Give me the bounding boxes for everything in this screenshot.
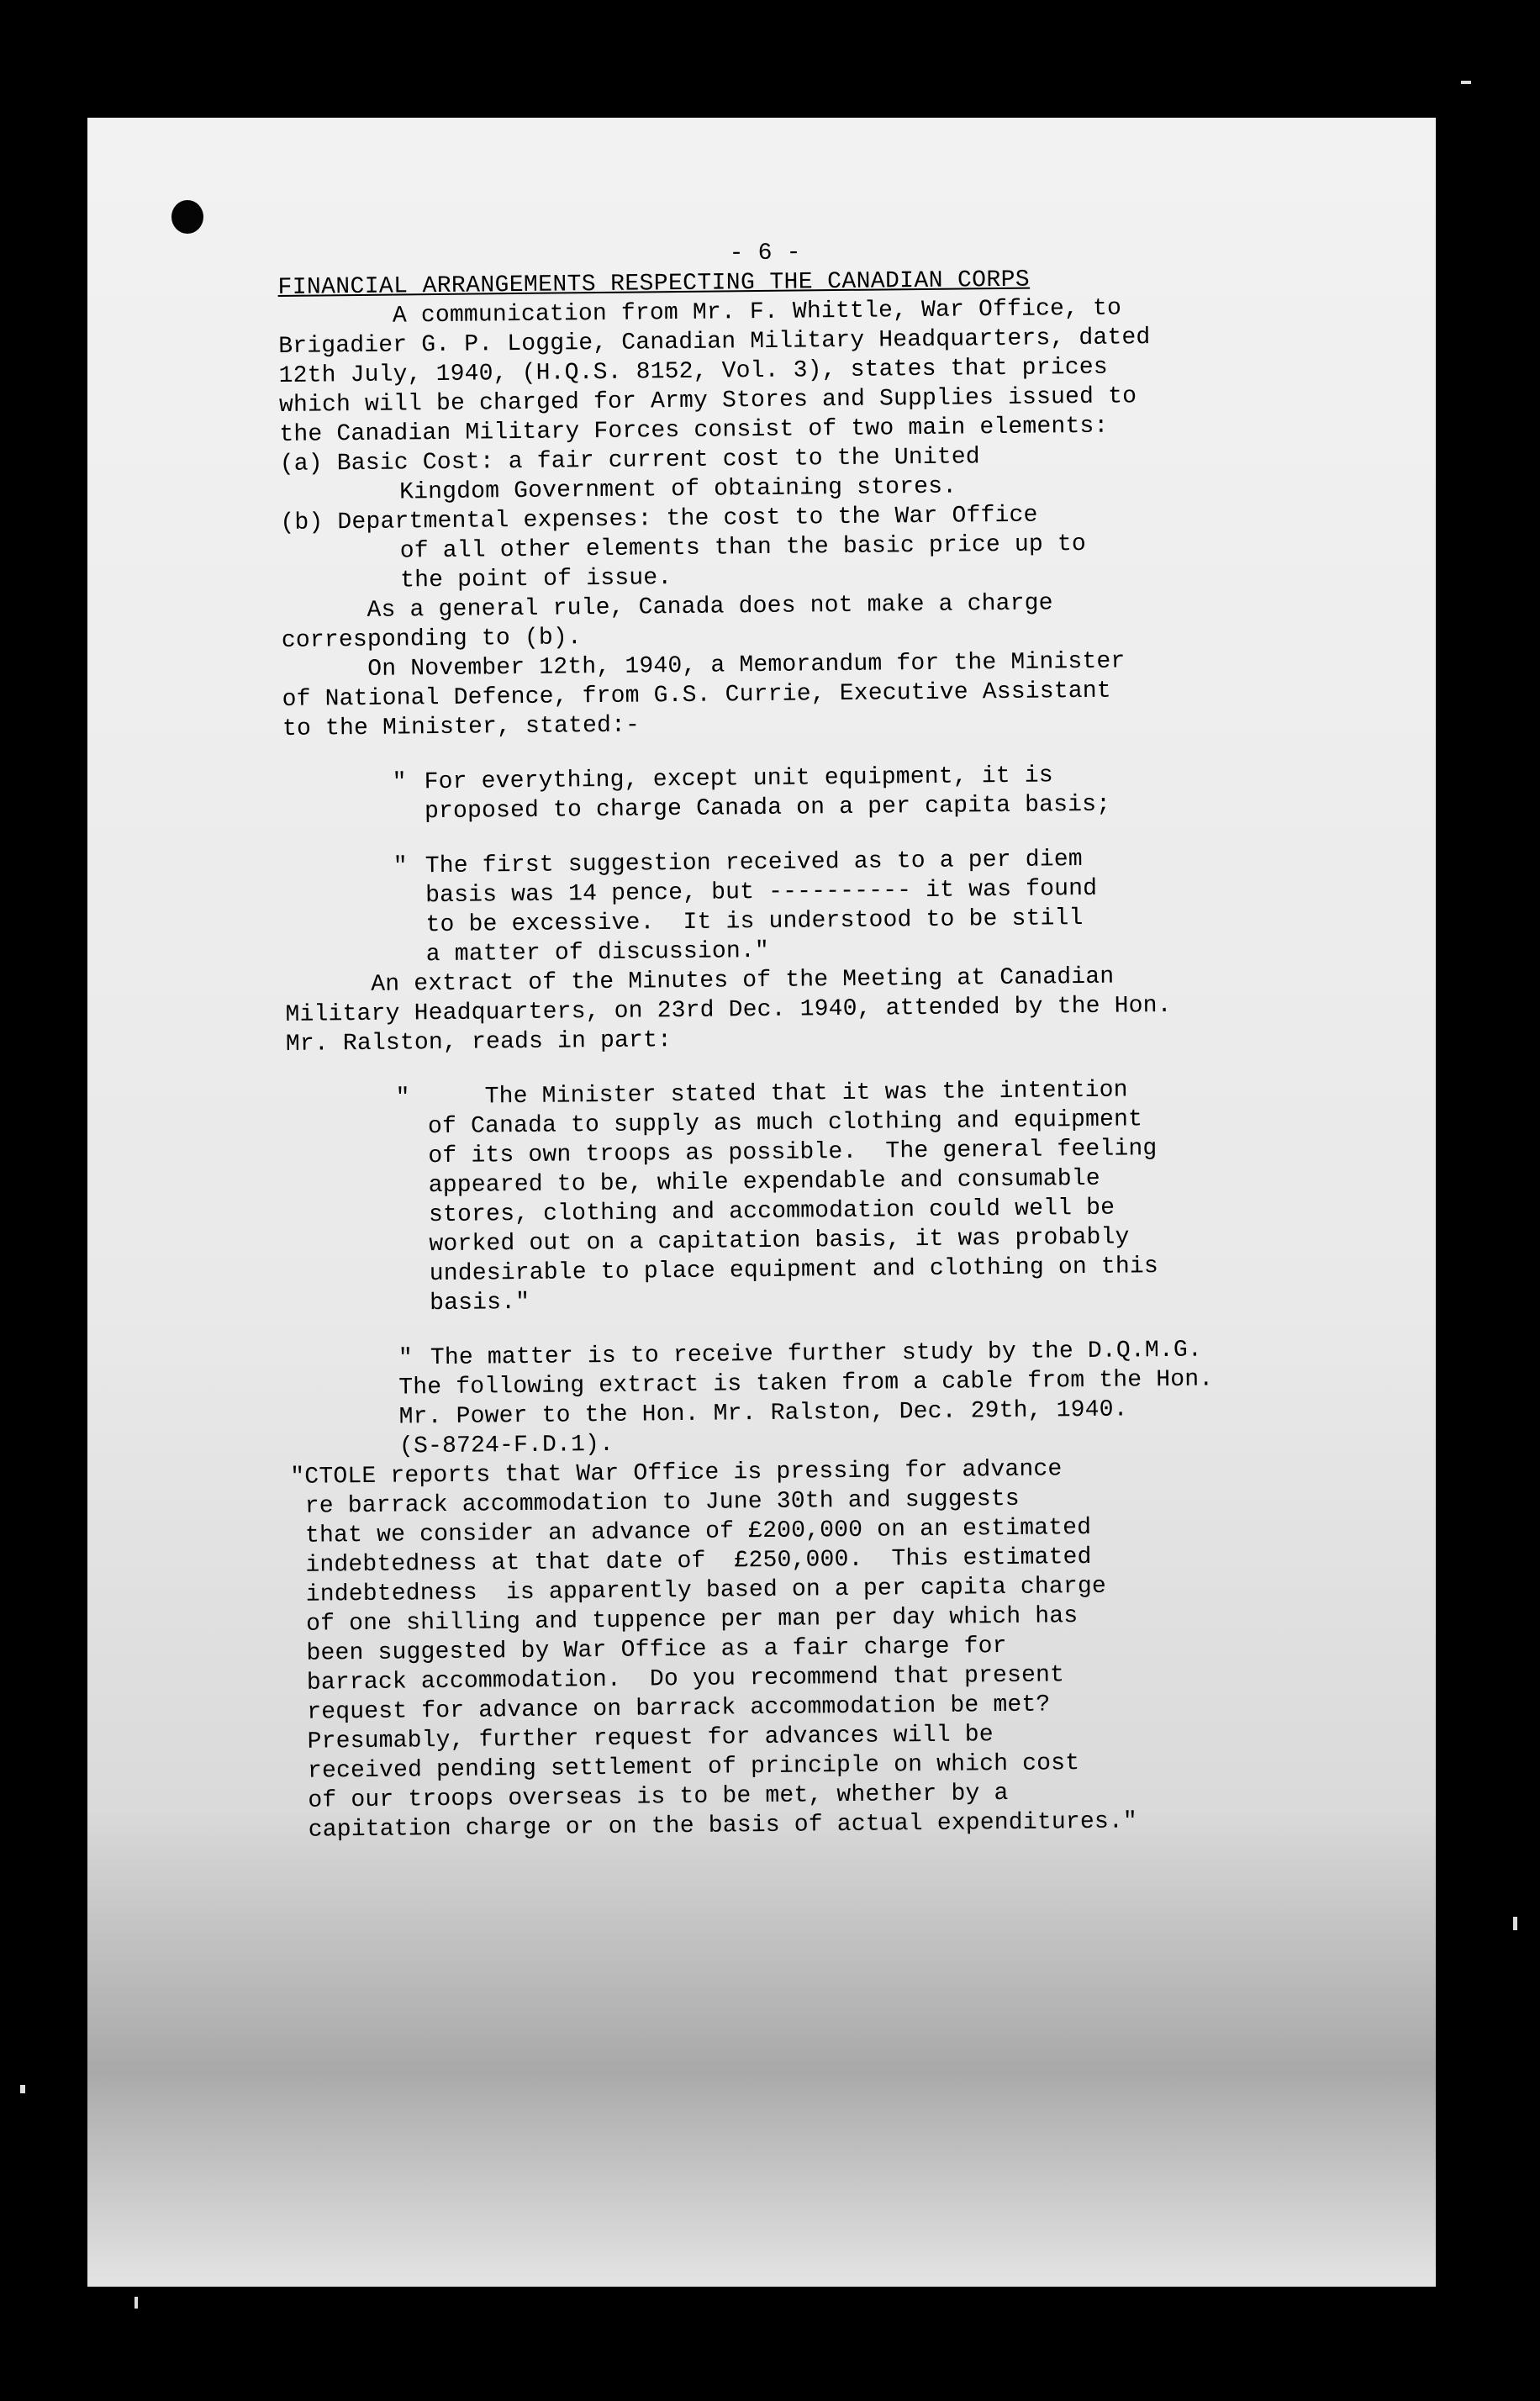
quote-everything bbox=[393, 759, 1259, 827]
film-scratch bbox=[1461, 81, 1471, 84]
punch-hole bbox=[171, 200, 203, 234]
paragraph-general-rule: As a general rule, Canada does not make a charge corresponding to (b). bbox=[281, 590, 1053, 654]
quote-minister bbox=[395, 1074, 1263, 1319]
quote-text: The matter is to receive further study by the D.Q.M.G. bbox=[430, 1337, 1203, 1372]
quote-text: The first suggestion received as to a per diem basis was 14 pence, but ---------- it was found to be excessive. It is understood to be still a matter of discussion." bbox=[425, 847, 1098, 968]
film-scratch bbox=[134, 2297, 138, 2309]
list-item-b: (b) Departmental expenses: the cost to the War Office of all other elements than the basic price up to the point of issue. bbox=[280, 502, 1087, 595]
quote-mark: " bbox=[392, 769, 407, 796]
film-scratch bbox=[20, 2085, 25, 2093]
quote-mark: " bbox=[398, 1345, 414, 1372]
page-number: - 6 - bbox=[729, 240, 801, 267]
paragraph-minutes-extract: An extract of the Minutes of the Meeting at Canadian Military Headquarters, on 23rd Dec. 1940, attended by the Hon. Mr. Ralston, reads in part: bbox=[285, 963, 1172, 1058]
film-scratch bbox=[1513, 1917, 1517, 1930]
document-heading: FINANCIAL ARRANGEMENTS RESPECTING THE CANADIAN CORPS bbox=[277, 266, 1031, 301]
cable-quote: "CTOLE reports that War Office is pressing for advance re barrack accommodation to June 30th and suggests that we consider an advance of £200,000 on an estimated indebtedness at that date of £250,000. This estimated indebtedness is apparently based on a per capita charge of one shilling and tuppence per man per day which has been suggested by War Office as a fair charge for barrack accommodation. Do you recommend that present request for advance on barrack accommodation be met? Presumably, further request for advances will be received pending settlement of principle on which cost of our troops overseas is to be met, whether by a capitation charge or on the basis of actual expenditures." bbox=[290, 1456, 1138, 1844]
quote-text: For everything, except unit equipment, it is proposed to charge Canada on a per capita basis; bbox=[424, 763, 1111, 826]
paragraph-memorandum: On November 12th, 1940, a Memorandum for the Minister of National Defence, from G.S. Currie, Executive Assistant to the Minister, stated:- bbox=[282, 648, 1126, 742]
list-item-a: (a) Basic Cost: a fair current cost to the United Kingdom Government of obtaining stores. bbox=[279, 444, 981, 507]
quote-text: The Minister stated that it was the intention of Canada to supply as much clothing and equipment of its own troops as possible. The general feeling appeared to be, while expendable and consumable stores, clothing and accommodation could well be worked out on a capitation basis, it was probably undesirable to place equipment and clothing on this basis." bbox=[427, 1077, 1159, 1317]
paragraph-communication: A communication from Mr. F. Whittle, War Office, to Brigadier G. P. Loggie, Canadian Military Headquarters, dated 12th July, 1940, (H.Q.S. 8152, Vol. 3), states that prices which will be charged for Army Stores and Supplies issued to the Canadian Military Forces consist of two main elements: bbox=[277, 295, 1151, 448]
document-text bbox=[277, 234, 1269, 1845]
quote-first-suggestion bbox=[393, 843, 1260, 970]
quote-mark: " bbox=[395, 1084, 410, 1111]
paragraph-cable-extract: The following extract is taken from a cable from the Hon. Mr. Power to the Hon. Mr. Ralston, Dec. 29th, 1940. (S-8724-F.D.1). bbox=[398, 1366, 1214, 1460]
quote-mark: " bbox=[393, 853, 408, 880]
